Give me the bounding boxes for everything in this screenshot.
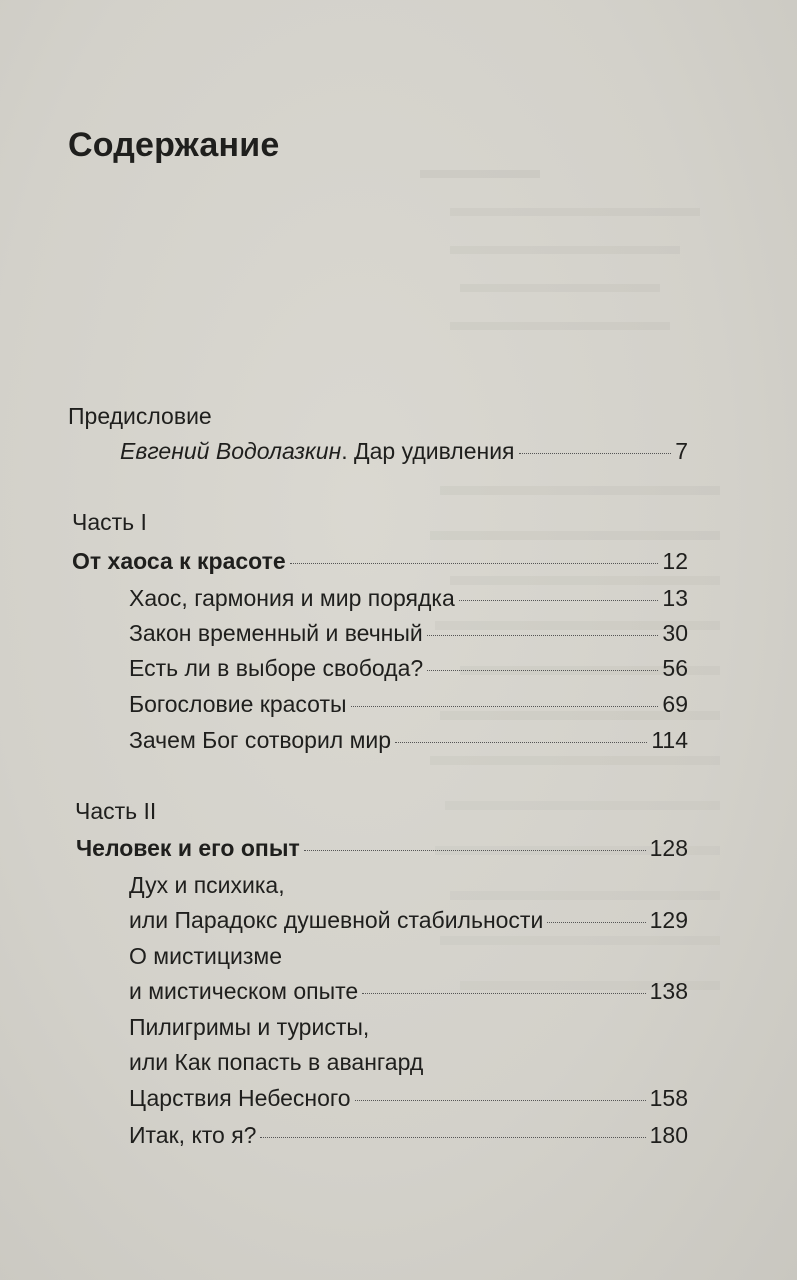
page-number: 138 — [649, 978, 688, 1004]
entry-title: Хаос, гармония и мир порядка — [129, 585, 455, 611]
toc-entry[interactable] — [0, 901, 797, 939]
chapter-title: От хаоса к красоте — [72, 548, 286, 574]
leader-dots — [355, 1100, 646, 1101]
leader-dots — [519, 453, 672, 454]
page-number: 129 — [649, 907, 688, 933]
page-number: 180 — [649, 1122, 688, 1148]
toc-entry-part2-chapter[interactable] — [0, 829, 797, 867]
toc-entry[interactable] — [0, 579, 797, 617]
leader-dots — [260, 1137, 645, 1138]
toc-entry-line — [0, 866, 797, 904]
part2-label-row — [0, 792, 797, 830]
part1-label-row — [0, 503, 797, 541]
foreword-author: Евгений Водолазкин — [120, 438, 342, 464]
entry-title: Итак, кто я? — [129, 1122, 257, 1148]
toc-entry-part1-chapter[interactable] — [0, 542, 797, 580]
toc-entry[interactable] — [0, 721, 797, 759]
entry-title-line: или Как попасть в авангард — [129, 1049, 424, 1075]
page-number: 158 — [649, 1085, 688, 1111]
leader-dots — [362, 993, 645, 994]
entry-title-line: О мистицизме — [129, 943, 282, 969]
entry-title: Царствия Небесного — [129, 1085, 351, 1111]
part1-label: Часть I — [72, 509, 147, 535]
page-title: Содержание — [68, 126, 280, 164]
chapter-title: Человек и его опыт — [76, 835, 300, 861]
entry-title: или Парадокс душевной стабильности — [129, 907, 544, 933]
toc-entry-foreword[interactable] — [0, 432, 797, 470]
foreword-label: Предисловие — [68, 403, 212, 429]
page-number: 12 — [662, 548, 688, 574]
leader-dots — [547, 922, 645, 923]
leader-dots — [427, 635, 659, 636]
leader-dots — [395, 742, 647, 743]
entry-title: Зачем Бог сотворил мир — [129, 727, 392, 753]
toc-entry[interactable] — [0, 1116, 797, 1154]
toc-entry[interactable] — [0, 614, 797, 652]
page-number: 13 — [662, 585, 688, 611]
leader-dots — [304, 850, 646, 851]
page-number: 114 — [651, 727, 688, 753]
page-number: 56 — [662, 655, 688, 681]
part2-label: Часть II — [75, 798, 157, 824]
show-through-texture — [420, 140, 700, 370]
leader-dots — [459, 600, 659, 601]
toc-entry[interactable] — [0, 972, 797, 1010]
leader-dots — [351, 706, 659, 707]
foreword-title — [120, 432, 515, 470]
page-number: 69 — [662, 691, 688, 717]
leader-dots — [290, 563, 659, 564]
entry-title: Богословие красоты — [129, 691, 347, 717]
entry-title: Закон временный и вечный — [129, 620, 423, 646]
entry-title: и мистическом опыте — [129, 978, 359, 1004]
entry-title-line: Пилигримы и туристы, — [129, 1014, 370, 1040]
toc-entry-line — [0, 1043, 797, 1081]
foreword-label-row — [0, 397, 797, 435]
page-number: 128 — [649, 835, 688, 861]
foreword-title-text: . Дар удивления — [341, 438, 515, 464]
entry-title: Есть ли в выборе свобода? — [129, 655, 424, 681]
leader-dots — [427, 670, 658, 671]
page-number: 30 — [662, 620, 688, 646]
toc-entry[interactable] — [0, 685, 797, 723]
toc-entry-line — [0, 1008, 797, 1046]
entry-title-line: Дух и психика, — [129, 872, 285, 898]
toc-entry[interactable] — [0, 649, 797, 687]
toc-entry-line — [0, 937, 797, 975]
page-number: 7 — [675, 438, 688, 464]
toc-entry[interactable] — [0, 1079, 797, 1117]
